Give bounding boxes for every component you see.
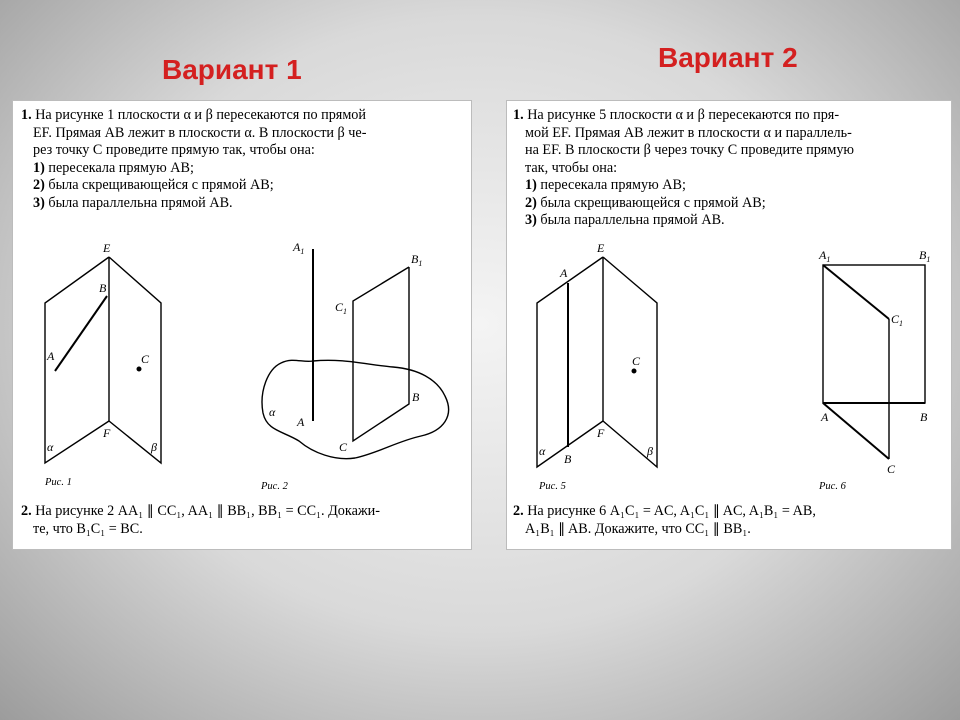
label-c: C xyxy=(141,352,150,366)
variant-2-card xyxy=(506,100,952,550)
task-number: 1. xyxy=(21,107,32,123)
label-f: F xyxy=(597,426,605,440)
figure-2-caption: Рис. 2 xyxy=(261,481,288,492)
point-c xyxy=(137,367,141,371)
item-text: пересекала прямую AB; xyxy=(48,159,194,176)
label-a1: $A_1$ xyxy=(293,240,305,256)
task-line: так, чтобы она: xyxy=(525,159,618,176)
task-line: A₁B₁ ∥ AB. Докажите, что CC₁ ∥ BB₁. xyxy=(525,520,751,537)
label-b1: $B_1$ xyxy=(919,248,931,264)
item-number: 2) xyxy=(525,194,537,211)
label-alpha: α xyxy=(539,444,546,458)
figures-variant-2 xyxy=(507,101,951,549)
point-c xyxy=(632,369,636,373)
label-c: C xyxy=(339,440,348,454)
task-2-text xyxy=(21,503,380,538)
task-line: На рисунке 5 плоскости α и β пересекаются по пря- xyxy=(527,107,840,123)
figures-variant-1 xyxy=(13,101,471,549)
task-line: EF. Прямая AB лежит в плоскости α. В плоскости β че- xyxy=(33,124,367,141)
segment-ac xyxy=(823,403,889,459)
label-beta: β xyxy=(151,440,157,454)
task-line: мой EF. Прямая AB лежит в плоскости α и параллель- xyxy=(525,124,852,141)
figure-6-caption: Рис. 6 xyxy=(819,481,846,492)
item-text: была параллельна прямой AB. xyxy=(540,212,725,228)
plane-beta xyxy=(603,257,657,467)
label-b: B xyxy=(920,410,928,424)
task-number: 1. xyxy=(513,107,524,123)
figure-5-caption: Рис. 5 xyxy=(539,481,566,492)
label-c1: $C_1$ xyxy=(335,300,348,316)
task-line: На рисунке 1 плоскости α и β пересекаются по прямой xyxy=(35,107,366,123)
label-c: C xyxy=(887,462,896,476)
task-number: 2. xyxy=(21,503,32,519)
segment-ab xyxy=(55,296,107,371)
label-alpha: α xyxy=(47,440,54,454)
label-b: B xyxy=(412,390,420,404)
task-line: На рисунке 6 A₁C₁ = AC, A₁C₁ ∥ AC, A₁B₁ = AB, xyxy=(527,503,816,519)
task-line: на EF. В плоскости β через точку C проведите прямую xyxy=(525,142,855,158)
variant-1-title: Вариант 1 xyxy=(162,54,302,85)
item-text: была скрещивающейся с прямой AB; xyxy=(48,177,274,193)
task-line: те, что B₁C₁ = BC. xyxy=(33,520,143,537)
item-number: 3) xyxy=(525,212,537,228)
task-line: На рисунке 2 AA₁ ∥ CC₁, AA₁ ∥ BB₁, BB₁ = CC₁. Докажи- xyxy=(35,503,380,519)
rect-a1b1ba xyxy=(823,265,925,403)
label-c1: $C_1$ xyxy=(891,312,904,328)
item-text: была параллельна прямой AB. xyxy=(48,194,233,211)
task-number: 2. xyxy=(513,503,524,519)
item-number: 2) xyxy=(33,177,45,193)
plane-alpha-blob xyxy=(262,360,449,458)
label-a: A xyxy=(297,415,305,429)
figure-1-caption: Рис. 1 xyxy=(45,477,72,488)
label-a1: $A_1$ xyxy=(819,248,831,264)
variant-1-card xyxy=(12,100,472,550)
label-alpha: α xyxy=(269,405,276,419)
plane-alpha xyxy=(537,257,603,467)
task-2-text xyxy=(513,503,816,538)
label-a: A xyxy=(821,410,829,424)
label-e: E xyxy=(103,241,111,255)
figure-2 xyxy=(262,249,449,459)
variant-2-title: Вариант 2 xyxy=(658,42,798,73)
label-e: E xyxy=(597,241,605,255)
label-a: A xyxy=(47,349,55,363)
item-number: 1) xyxy=(525,177,537,193)
quad-bb1c1c xyxy=(353,267,409,441)
label-a: A xyxy=(560,266,568,280)
plane-beta xyxy=(109,257,161,463)
figure-6 xyxy=(823,265,925,459)
item-number: 1) xyxy=(33,159,45,176)
item-number: 3) xyxy=(33,194,45,211)
label-b: B xyxy=(564,452,572,466)
item-text: пересекала прямую AB; xyxy=(540,177,686,193)
label-c: C xyxy=(632,354,641,368)
task-line: рез точку C проведите прямую так, чтобы она: xyxy=(33,142,315,158)
label-beta: β xyxy=(647,444,653,458)
segment-a1c1 xyxy=(823,265,889,319)
item-text: была скрещивающейся с прямой AB; xyxy=(540,194,766,211)
label-b: B xyxy=(99,281,107,295)
label-b1: $B_1$ xyxy=(411,252,423,268)
label-f: F xyxy=(103,426,111,440)
